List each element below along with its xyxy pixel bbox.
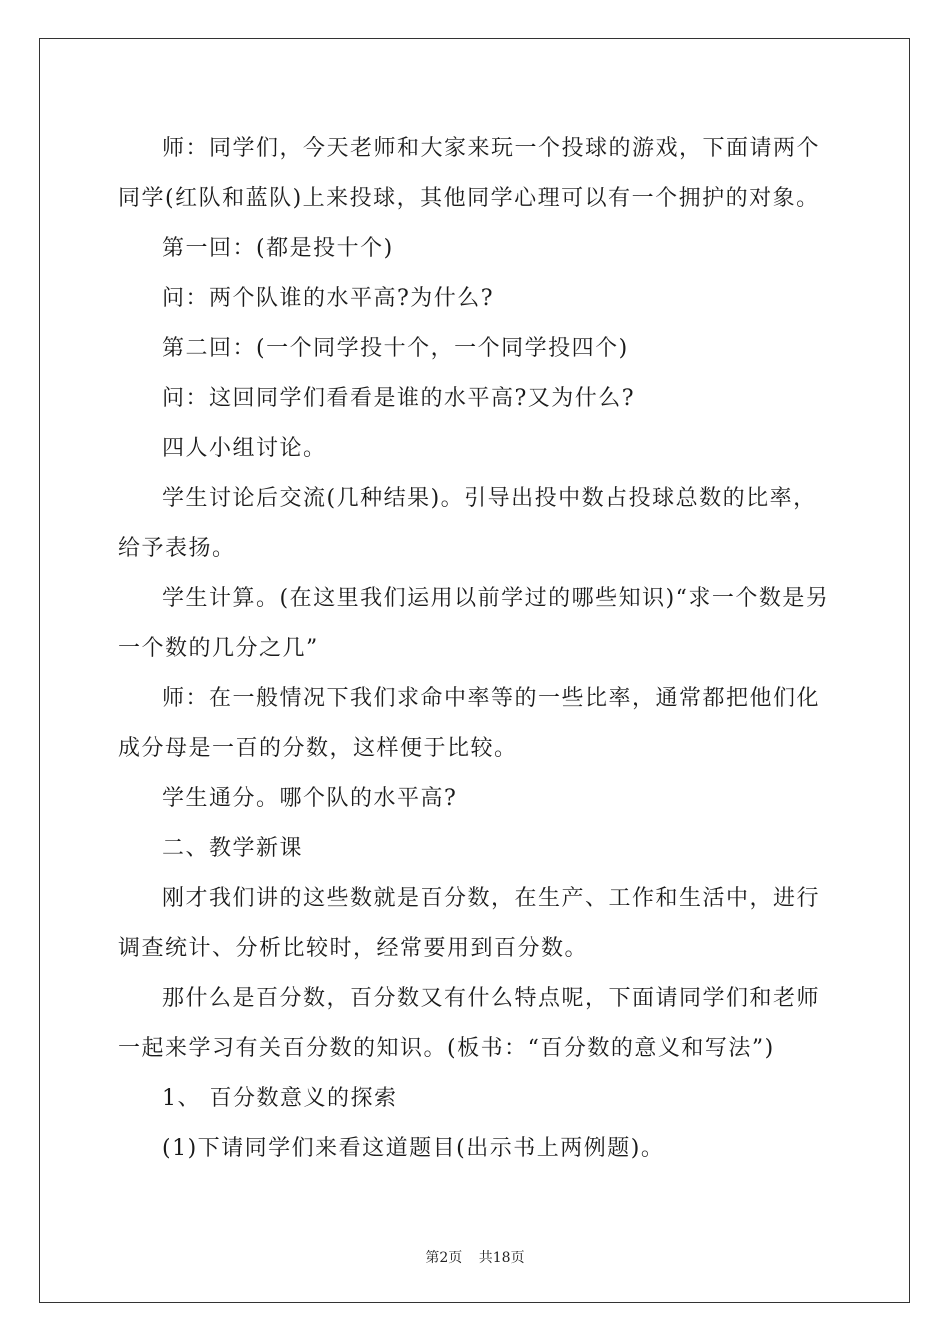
page-footer (0, 1247, 950, 1267)
paragraph: 师：在一般情况下我们求命中率等的一些比率，通常都把他们化成分母是一百的分数，这样便于比较。 (118, 686, 821, 761)
paragraph: 学生通分。哪个队的水平高? (162, 786, 458, 811)
paragraph: 学生讨论后交流(几种结果)。引导出投中数占投球总数的比率，给予表扬。 (118, 486, 817, 561)
section-heading: 二、教学新课 (162, 836, 304, 861)
paragraph: 第一回：(都是投十个) (162, 236, 394, 261)
paragraph: 问：这回同学们看看是谁的水平高?又为什么? (162, 386, 636, 411)
paragraph: 刚才我们讲的这些数就是百分数，在生产、工作和生活中，进行调查统计、分析比较时，经常要用到百分数。 (118, 886, 821, 961)
paragraph: 四人小组讨论。 (162, 436, 327, 461)
paragraph: 问：两个队谁的水平高?为什么? (162, 286, 495, 311)
page-number: 第2页 (425, 1250, 463, 1266)
paragraph: 第二回：(一个同学投十个，一个同学投四个) (162, 336, 629, 361)
paragraph: 那什么是百分数，百分数又有什么特点呢，下面请同学们和老师一起来学习有关百分数的知识。(板书：“百分数的意义和写法”) (118, 986, 821, 1061)
paragraph: 师：同学们，今天老师和大家来玩一个投球的游戏，下面请两个同学(红队和蓝队)上来投球，其他同学心理可以有一个拥护的对象。 (118, 136, 821, 211)
page-total: 共18页 (478, 1250, 525, 1266)
paragraph: 学生计算。(在这里我们运用以前学过的哪些知识)“求一个数是另一个数的几分之几” (118, 586, 830, 661)
document-body (118, 124, 838, 1174)
paragraph: (1)下请同学们来看这道题目(出示书上两例题)。 (162, 1136, 665, 1161)
subsection-heading: 1、 百分数意义的探索 (162, 1086, 398, 1111)
